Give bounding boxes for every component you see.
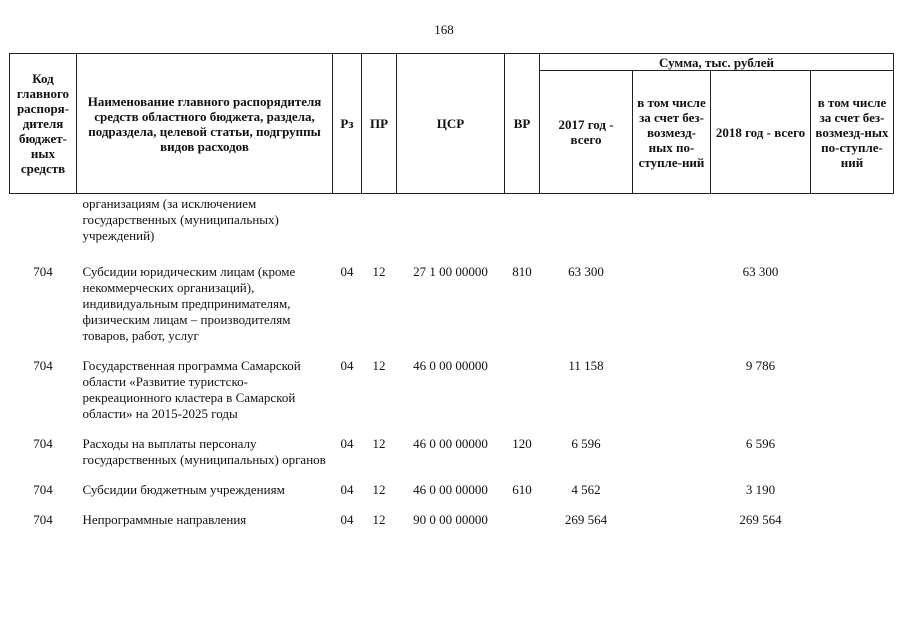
table-row: [10, 512, 894, 542]
cell-rz: 04: [340, 358, 354, 373]
cell-2017-total: 6 596: [571, 436, 601, 451]
cell-2017-grants: [633, 482, 711, 512]
cell-2018-grants: [811, 512, 894, 542]
cell-2017-grants: [633, 264, 711, 358]
cell-2017-grants: [633, 436, 711, 482]
cell-2018-total: 6 596: [745, 436, 776, 451]
cell-vr: [505, 194, 540, 265]
cell-2017-grants: [633, 512, 711, 542]
cell-2018-total: 3 190: [745, 482, 776, 497]
cell-name: организациям (за исключением государственных (муниципальных) учреждений): [82, 196, 279, 243]
cell-name: Субсидии юридическим лицам (кроме некоммерческих организаций), индивидуальным предпринимателям, физическим лицам – производителям товаров, работ, услуг: [82, 264, 296, 343]
table-header: [10, 54, 894, 194]
cell-name: Расходы на выплаты персоналу государственных (муниципальных) органов: [82, 436, 326, 467]
cell-code: 704: [33, 358, 53, 373]
cell-vr: 120: [512, 436, 532, 451]
cell-2017-grants: [633, 358, 711, 436]
cell-2018-grants: [811, 482, 894, 512]
cell-code: 704: [33, 264, 53, 279]
cell-vr: 610: [512, 482, 532, 497]
table-row: [10, 436, 894, 482]
header-2017-grants: в том числе за счет без-возмезд-ных по-ступле-ний: [633, 71, 711, 194]
cell-2018-grants: [811, 358, 894, 436]
cell-csr: [397, 194, 505, 265]
header-vr: ВР: [505, 54, 540, 194]
cell-code: [10, 194, 77, 265]
table-row: [10, 358, 894, 436]
header-name: Наименование главного распорядителя средств областного бюджета, раздела, подраздела, целевой статьи, подгруппы видов расходов: [77, 54, 333, 194]
cell-2017-total: [540, 194, 633, 265]
cell-csr: 27 1 00 00000: [413, 264, 488, 279]
cell-csr: 46 0 00 00000: [413, 482, 488, 497]
cell-2018-grants: [811, 194, 894, 265]
cell-rz: [333, 194, 362, 265]
cell-2017-total: 269 564: [564, 512, 608, 527]
header-code: Код главного распоря-дителя бюджет-ных средств: [10, 54, 77, 194]
cell-rz: 04: [340, 264, 354, 279]
cell-2018-total: 9 786: [745, 358, 776, 373]
cell-csr: 90 0 00 00000: [413, 512, 488, 527]
cell-2018-grants: [811, 436, 894, 482]
header-rz: Рз: [333, 54, 362, 194]
cell-code: 704: [33, 436, 53, 451]
cell-pr: [362, 194, 397, 265]
cell-2017-total: 11 158: [568, 358, 604, 373]
cell-2018-total: [711, 194, 811, 265]
cell-2017-total: 4 562: [571, 482, 601, 497]
cell-code: 704: [33, 512, 53, 527]
cell-pr: 12: [372, 512, 386, 527]
cell-pr: 12: [372, 482, 386, 497]
cell-code: 704: [33, 482, 53, 497]
cell-2018-grants: [811, 264, 894, 358]
table-row: [10, 264, 894, 358]
table-row: [10, 194, 894, 265]
cell-2018-total: 269 564: [739, 512, 782, 527]
cell-rz: 04: [340, 482, 354, 497]
header-sum-group: Сумма, тыс. рублей: [540, 54, 894, 71]
page-number: 168: [434, 22, 454, 37]
header-csr: ЦСР: [397, 54, 505, 194]
cell-pr: 12: [372, 358, 386, 373]
cell-vr: 810: [512, 264, 532, 279]
cell-name: Непрограммные направления: [82, 512, 247, 527]
header-2018-grants: в том числе за счет без-возмезд-ных по-ступле-ний: [811, 71, 894, 194]
table-row: [10, 482, 894, 512]
cell-pr: 12: [372, 264, 386, 279]
cell-vr: [505, 358, 540, 436]
cell-2017-grants: [633, 194, 711, 265]
header-2017-total: 2017 год - всего: [540, 71, 633, 194]
header-2018-total: 2018 год - всего: [711, 71, 811, 194]
cell-rz: 04: [340, 436, 354, 451]
cell-csr: 46 0 00 00000: [413, 358, 488, 373]
cell-pr: 12: [372, 436, 386, 451]
cell-vr: [505, 512, 540, 542]
cell-name: Государственная программа Самарской области «Развитие туристско-рекреационного кластера в Самарской области» на 2015-2025 годы: [82, 358, 301, 421]
cell-2017-total: 63 300: [568, 264, 604, 279]
cell-2018-total: 63 300: [742, 264, 779, 279]
cell-name: Субсидии бюджетным учреждениям: [82, 482, 285, 497]
budget-table: [9, 53, 894, 542]
header-pr: ПР: [362, 54, 397, 194]
cell-rz: 04: [340, 512, 354, 527]
cell-csr: 46 0 00 00000: [413, 436, 488, 451]
